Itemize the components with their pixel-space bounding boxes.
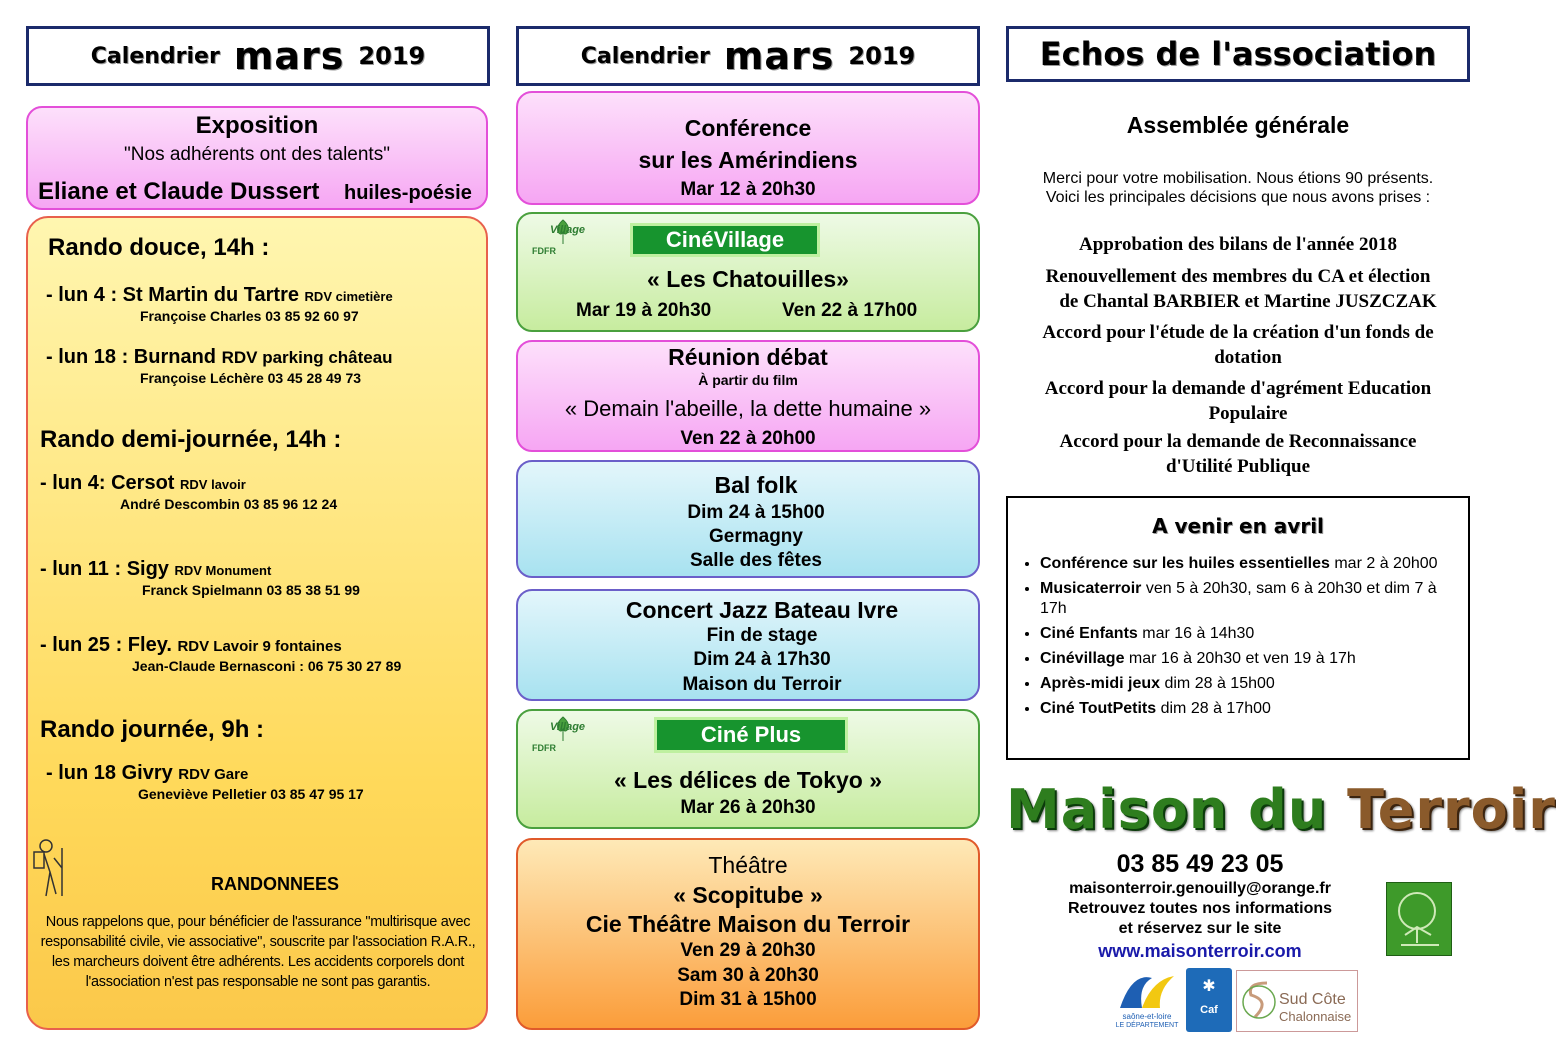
bal-place: Germagny [709, 526, 803, 547]
ag-intro1: Merci pour votre mobilisation. Nous étions 90 présents. [1042, 170, 1434, 187]
list-item: • Après-midi jeux dim 28 à 15h00 [1040, 674, 1458, 694]
ag-title: Assemblée générale [1126, 112, 1350, 138]
contact: Franck Spielmann 03 85 38 51 99 [142, 582, 360, 598]
avril-list [1018, 554, 1458, 724]
calendar-header-middle [516, 26, 980, 86]
randonnees-title: RANDONNEES [210, 874, 339, 894]
contact: Jean-Claude Bernasconi : 06 75 30 27 89 [132, 658, 402, 674]
contact: Françoise Léchère 03 45 28 49 73 [140, 370, 362, 386]
maison-info1: Retrouvez toutes nos informations [1067, 900, 1333, 917]
fdfr-logo: Village FDFR [530, 715, 596, 757]
conference-card [516, 91, 980, 205]
list-item: - lun 25 : Fley. RDV Lavoir 9 fontaines [40, 634, 342, 656]
rando-panel [26, 216, 488, 1030]
header-prefix: Calendrier [90, 43, 220, 69]
avril-title: A venir en avril [1152, 514, 1324, 538]
header-month: mars [233, 34, 345, 78]
header-prefix: Calendrier [580, 43, 710, 69]
ag-decision-4a: Accord pour la demande d'agrément Education [1044, 378, 1432, 399]
cineplus-tag: Ciné Plus [654, 717, 848, 753]
ag-decision-2b: de Chantal BARBIER et Martine JUSZCZAK [1059, 291, 1437, 312]
list-item: - lun 18 Givry RDV Gare [46, 762, 249, 784]
fdfr-logo: Village FDFR [530, 218, 596, 260]
list-item: • Ciné Enfants mar 16 à 14h30 [1040, 624, 1458, 644]
maison-phone: 03 85 49 23 05 [1116, 850, 1284, 878]
list-item: - lun 11 : Sigy RDV Monument [40, 558, 272, 580]
ag-decision-5b: d'Utilité Publique [1165, 456, 1311, 477]
cineplus-title: « Les délices de Tokyo » [613, 767, 883, 793]
cinevillage-tag: CinéVillage [630, 223, 820, 257]
list-item: • Cinévillage mar 16 à 20h30 et ven 19 à 17h [1040, 649, 1458, 669]
contact: Françoise Charles 03 85 92 60 97 [140, 308, 359, 324]
theatre-date1: Ven 29 à 20h30 [680, 940, 816, 961]
ag-decision-3a: Accord pour l'étude de la création d'un fonds de [1042, 322, 1434, 343]
list-item: - lun 4: Cersot RDV lavoir [40, 472, 246, 494]
list-item: - lun 18 : Burnand RDV parking château [46, 346, 393, 368]
concert-title: Concert Jazz Bateau Ivre [625, 597, 899, 623]
reunion-card [516, 340, 980, 452]
theatre-title: Théâtre [708, 852, 788, 878]
reunion-date: Ven 22 à 20h00 [680, 428, 816, 449]
theatre-card [516, 838, 980, 1030]
concert-sub: Fin de stage [706, 625, 818, 646]
contact: André Descombin 03 85 96 12 24 [120, 496, 338, 512]
cinevillage-date1: Mar 19 à 20h30 [576, 300, 712, 321]
caf-logo: ✱ Caf [1186, 968, 1232, 1032]
ag-decision-1: Approbation des bilans de l'année 2018 [1079, 234, 1397, 255]
conference-line1: Conférence [684, 115, 812, 141]
calendar-header-left [26, 26, 490, 86]
ag-decision-2a: Renouvellement des membres du CA et élection [1045, 266, 1431, 287]
concert-date: Dim 24 à 17h30 [693, 649, 831, 670]
rando-journee-title: Rando journée, 9h : [40, 716, 265, 743]
theatre-date2: Sam 30 à 20h30 [677, 965, 819, 986]
cineplus-card [516, 709, 980, 829]
reunion-sub: À partir du film [698, 372, 798, 388]
conference-date: Mar 12 à 20h30 [680, 179, 816, 200]
maison-email[interactable]: maisonterroir.genouilly@orange.fr [1069, 880, 1331, 897]
maison-tree-logo [1386, 882, 1452, 956]
reunion-film: « Demain l'abeille, la dette humaine » [564, 396, 932, 421]
cinevillage-card [516, 212, 980, 332]
theatre-date3: Dim 31 à 15h00 [679, 989, 817, 1010]
bal-date: Dim 24 à 15h00 [687, 502, 825, 523]
list-item: • Musicaterroir ven 5 à 20h30, sam 6 à 20h30 et dim 7 à 17h [1040, 579, 1458, 619]
saone-et-loire-logo: saône-et-loire LE DÉPARTEMENT [1112, 968, 1182, 1032]
theatre-play: « Scopitube » [673, 882, 823, 908]
list-item: - lun 4 : St Martin du Tartre RDV cimetière [46, 284, 393, 306]
randonnees-text: Nous rappelons que, pour bénéficier de l'assurance "multirisque avec responsabilité civile, vie associative", souscrite par l'association R.A.R., les marcheurs doivent être adhérents. Les accidents corporels dont l'association n'est pas responsable ne sont pas garantis. [40, 914, 476, 990]
ag-intro2: Voici les principales décisions que nous avons prises : [1045, 189, 1431, 206]
ag-decision-5a: Accord pour la demande de Reconnaissance [1059, 431, 1417, 452]
maison-logo-text: Maison du Terroir [1006, 778, 1556, 841]
ag-decision-4b: Populaire [1208, 403, 1288, 424]
maison-url[interactable]: www.maisonterroir.com [1098, 941, 1302, 961]
expo-artists: Eliane et Claude Dussert [38, 178, 320, 205]
contact: Geneviève Pelletier 03 85 47 95 17 [138, 786, 364, 802]
sud-cote-logo: Sud Côte Chalonnaise [1236, 970, 1358, 1032]
rando-douce-title: Rando douce, 14h : [48, 234, 270, 261]
echos-header: Echos de l'association [1006, 26, 1470, 82]
list-item: • Conférence sur les huiles essentielles mar 2 à 20h00 [1040, 554, 1458, 574]
expo-card [26, 106, 488, 210]
reunion-title: Réunion débat [668, 344, 828, 370]
avril-box [1006, 496, 1470, 760]
conference-line2: sur les Amérindiens [638, 147, 858, 173]
expo-title: Exposition [195, 112, 319, 139]
header-year: 2019 [358, 42, 426, 70]
bal-card [516, 460, 980, 578]
expo-artists-tag: huiles-poésie [344, 182, 472, 204]
bal-venue: Salle des fêtes [689, 550, 823, 571]
rando-demi-title: Rando demi-journée, 14h : [40, 426, 342, 453]
header-month: mars [723, 34, 835, 78]
cineplus-date: Mar 26 à 20h30 [680, 797, 816, 818]
bal-title: Bal folk [714, 472, 798, 498]
concert-card [516, 589, 980, 701]
cinevillage-date2: Ven 22 à 17h00 [782, 300, 918, 321]
list-item: • Ciné ToutPetits dim 28 à 17h00 [1040, 699, 1458, 719]
ag-decision-3b: dotation [1214, 347, 1282, 368]
expo-subtitle: "Nos adhérents ont des talents" [124, 144, 390, 165]
theatre-company: Cie Théâtre Maison du Terroir [585, 911, 911, 937]
concert-venue: Maison du Terroir [682, 674, 842, 695]
cinevillage-title: « Les Chatouilles» [647, 266, 849, 292]
maison-info2: et réservez sur le site [1118, 920, 1282, 937]
header-year: 2019 [848, 42, 916, 70]
